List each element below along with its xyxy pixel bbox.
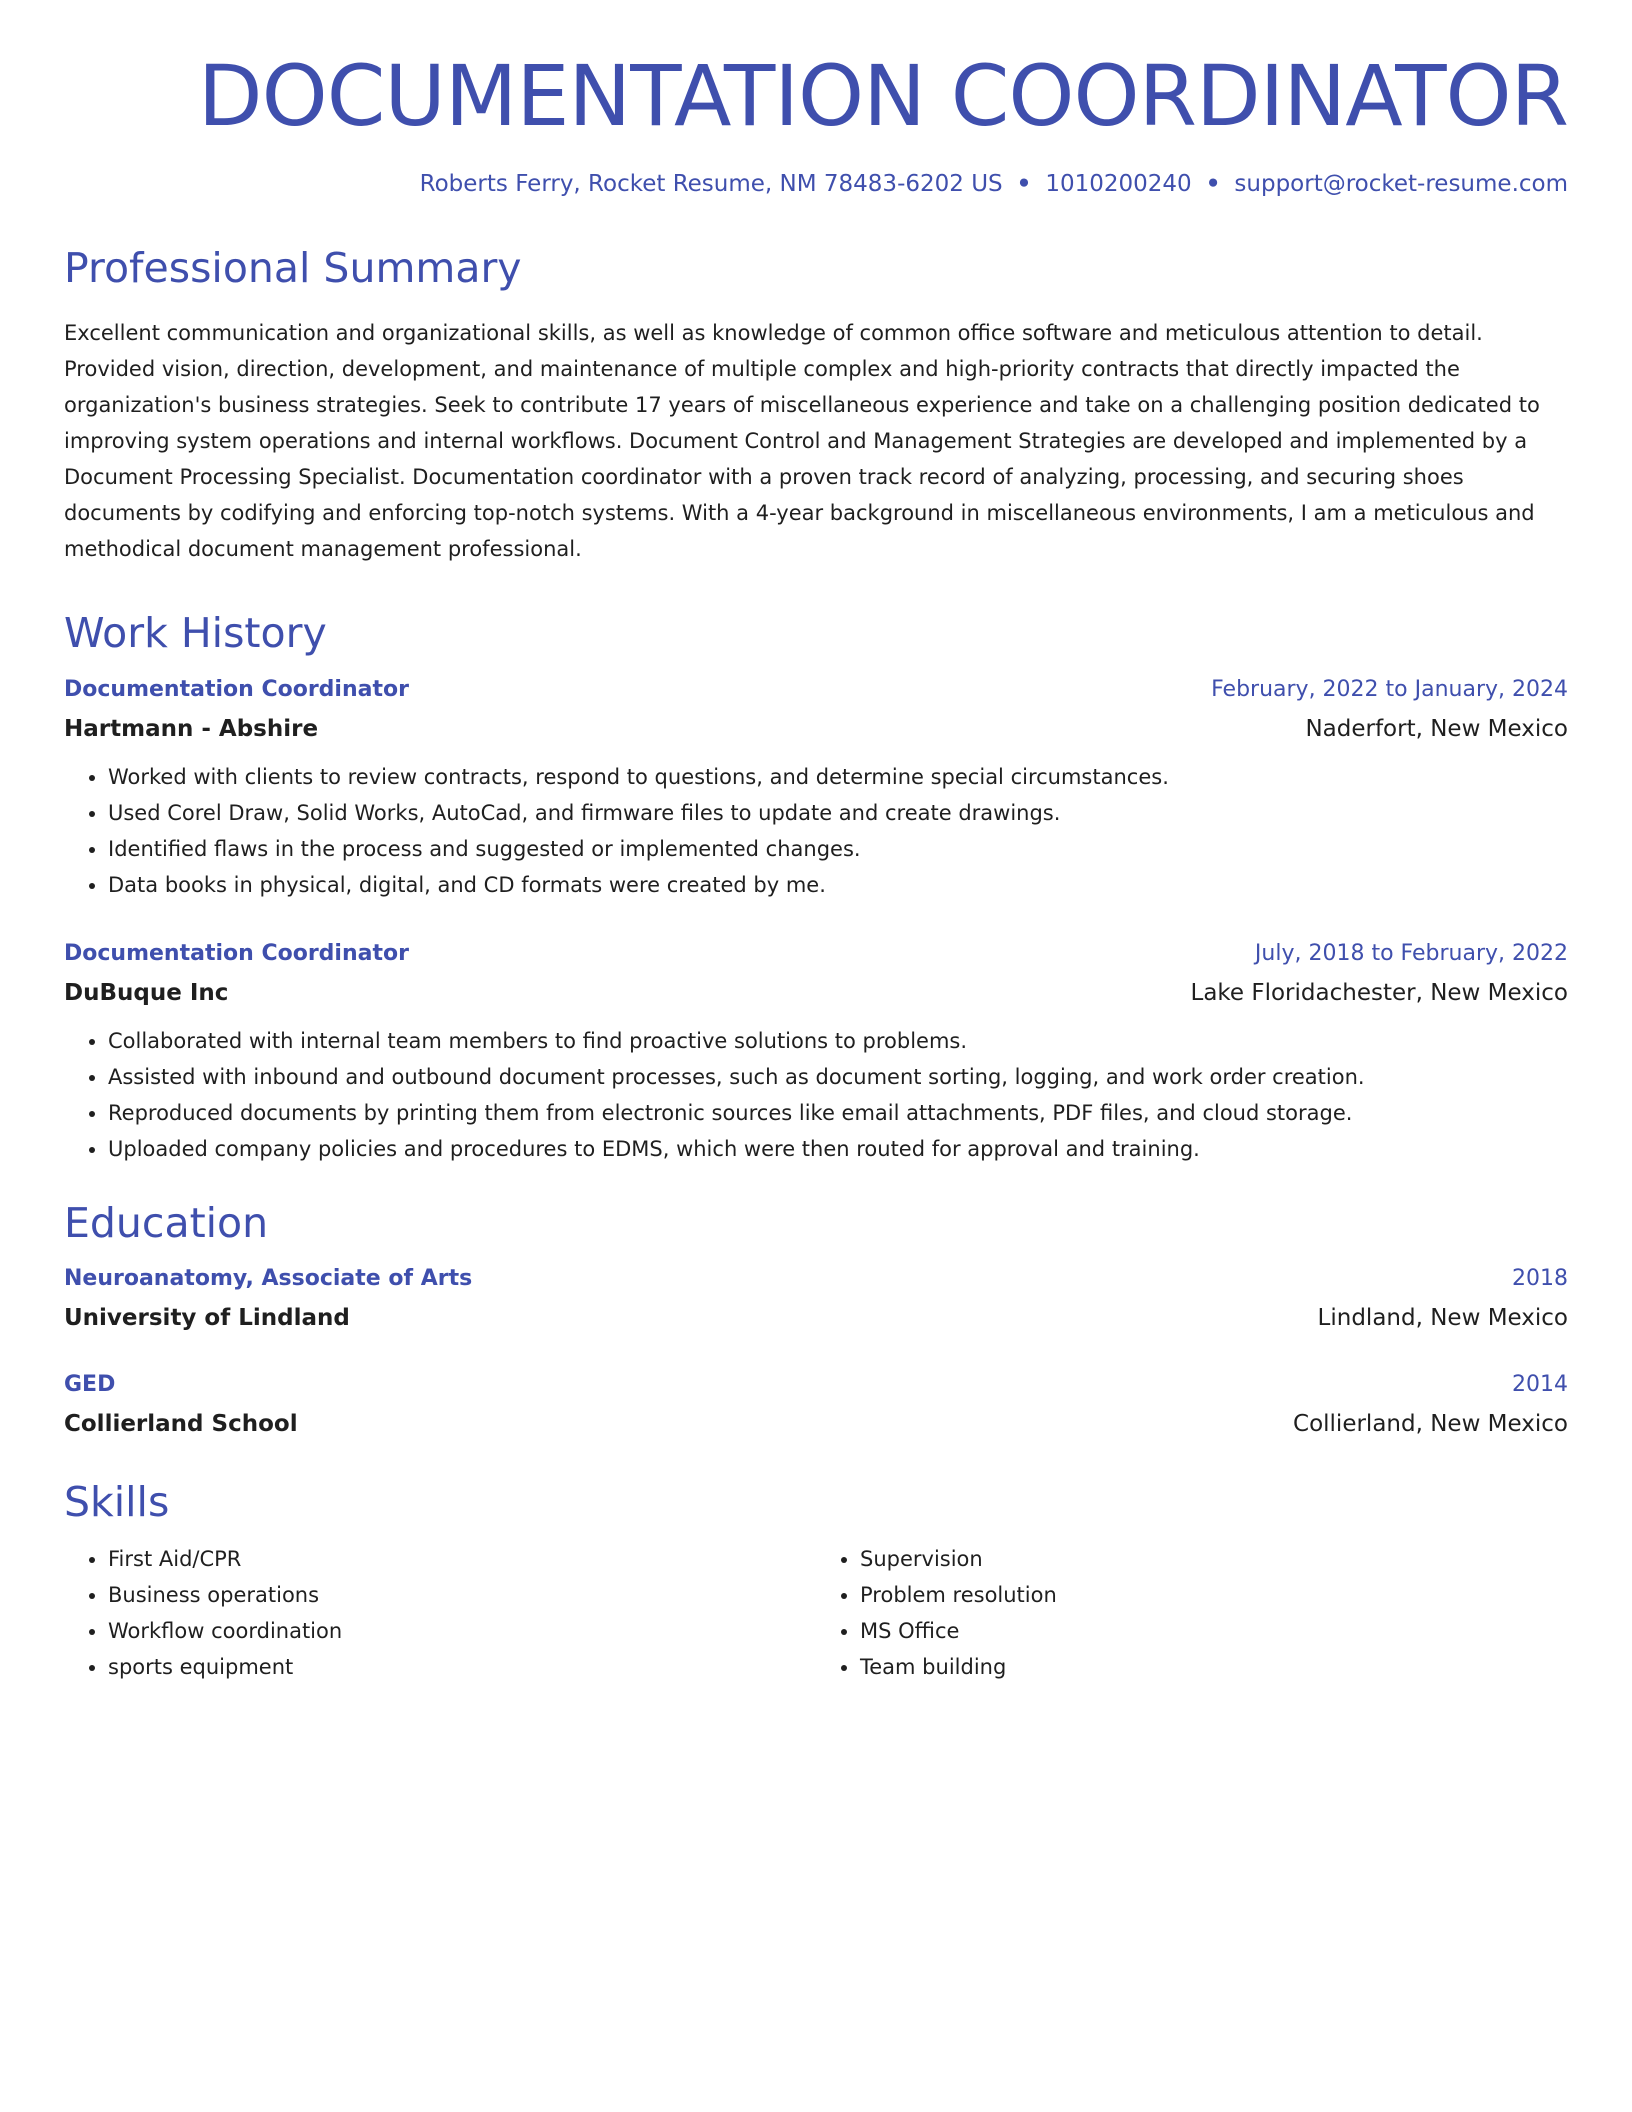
- summary-section: [64, 244, 1568, 567]
- job-location: Lake Floridachester, New Mexico: [1190, 979, 1568, 1006]
- education-entry: [64, 1370, 1568, 1440]
- summary-text: Excellent communication and organizational skills, as well as knowledge of common office software and meticulous attention to detail. Provided vision, direction, development, and maintenance of multiple complex and high-priority contracts that directly impacted the organization's business strategies. Seek to contribute 17 years of miscellaneous experience and take on a challenging position dedicated to improving system operations and internal workflows. Document Control and Management Strategies are developed and implemented by a Document Processing Specialist. Documentation coordinator with a proven track record of analyzing, processing, and securing shoes documents by codifying and enforcing top-notch systems. With a 4-year background in miscellaneous environments, I am a meticulous and methodical document management professional.: [64, 321, 1540, 562]
- skill-item: • First Aid/CPR: [108, 1541, 816, 1577]
- skills-list-right: [816, 1541, 1568, 1685]
- candidate-title: DOCUMENTATION COORDINATOR: [197, 47, 1568, 145]
- job-company-row: [64, 977, 1568, 1009]
- job-entry: [64, 939, 1568, 1167]
- skill-item: • Team building: [860, 1649, 1568, 1685]
- school-location: Lindland, New Mexico: [1317, 1304, 1568, 1331]
- job-bullet: • Data books in physical, digital, and CD formats were created by me.: [108, 867, 1568, 903]
- job-dates: February, 2022 to January, 2024: [1211, 676, 1568, 702]
- skill-item: • Supervision: [860, 1541, 1568, 1577]
- job-bullet: • Identified flaws in the process and suggested or implemented changes.: [108, 831, 1568, 867]
- degree-row: [64, 1264, 1568, 1294]
- contact-address: Roberts Ferry, Rocket Resume, NM 78483-6202 US: [419, 171, 1003, 198]
- skill-item: • sports equipment: [108, 1649, 816, 1685]
- job-bullet: • Uploaded company policies and procedures to EDMS, which were then routed for approval and training.: [108, 1131, 1568, 1167]
- job-title-row: [64, 939, 1568, 969]
- job-title-row: [64, 675, 1568, 705]
- degree-name: GED: [64, 1371, 116, 1397]
- contact-line: [64, 170, 1568, 200]
- job-dates: July, 2018 to February, 2022: [1254, 940, 1568, 966]
- school-row: [64, 1408, 1568, 1440]
- school-name: University of Lindland: [64, 1304, 350, 1331]
- job-bullet: • Used Corel Draw, Solid Works, AutoCad, and firmware files to update and create drawings.: [108, 795, 1568, 831]
- degree-year: 2014: [1512, 1371, 1568, 1397]
- skills-heading: Skills: [64, 1477, 170, 1526]
- skills-grid: [64, 1541, 1568, 1685]
- job-bullet: • Collaborated with internal team members to find proactive solutions to problems.: [108, 1023, 1568, 1059]
- skills-section: [64, 1478, 1568, 1685]
- degree-row: [64, 1370, 1568, 1400]
- skill-item: • Business operations: [108, 1577, 816, 1613]
- job-company: DuBuque Inc: [64, 979, 229, 1006]
- degree-year: 2018: [1512, 1265, 1568, 1291]
- work-history-heading: Work History: [64, 609, 327, 658]
- resume-header: [64, 47, 1568, 200]
- school-location: Collierland, New Mexico: [1293, 1410, 1568, 1437]
- skill-item: • Problem resolution: [860, 1577, 1568, 1613]
- work-history-section: [64, 609, 1568, 1166]
- job-company-row: [64, 713, 1568, 745]
- skill-item: • MS Office: [860, 1613, 1568, 1649]
- job-bullets: [64, 1023, 1568, 1167]
- school-name: Collierland School: [64, 1410, 298, 1437]
- contact-separator: •: [1016, 171, 1032, 198]
- job-bullet: • Reproduced documents by printing them from electronic sources like email attachments, PDF files, and cloud storage.: [108, 1095, 1568, 1131]
- education-section: [64, 1199, 1568, 1440]
- school-row: [64, 1302, 1568, 1334]
- skills-list-left: [64, 1541, 816, 1685]
- summary-heading: Professional Summary: [64, 244, 522, 293]
- job-role: Documentation Coordinator: [64, 940, 409, 966]
- degree-name: Neuroanatomy, Associate of Arts: [64, 1265, 473, 1291]
- job-bullet: • Assisted with inbound and outbound document processes, such as document sorting, logging, and work order creation.: [108, 1059, 1568, 1095]
- job-role: Documentation Coordinator: [64, 676, 409, 702]
- job-location: Naderfort, New Mexico: [1305, 715, 1568, 742]
- contact-phone[interactable]: 1010200240: [1045, 171, 1192, 198]
- job-bullets: [64, 759, 1568, 903]
- job-bullet: • Worked with clients to review contracts, respond to questions, and determine special circumstances.: [108, 759, 1568, 795]
- job-company: Hartmann - Abshire: [64, 715, 319, 742]
- education-heading: Education: [64, 1198, 269, 1247]
- education-entry: [64, 1264, 1568, 1334]
- contact-email[interactable]: support@rocket-resume.com: [1234, 171, 1568, 198]
- contact-separator: •: [1205, 171, 1221, 198]
- skill-item: • Workflow coordination: [108, 1613, 816, 1649]
- job-entry: [64, 675, 1568, 903]
